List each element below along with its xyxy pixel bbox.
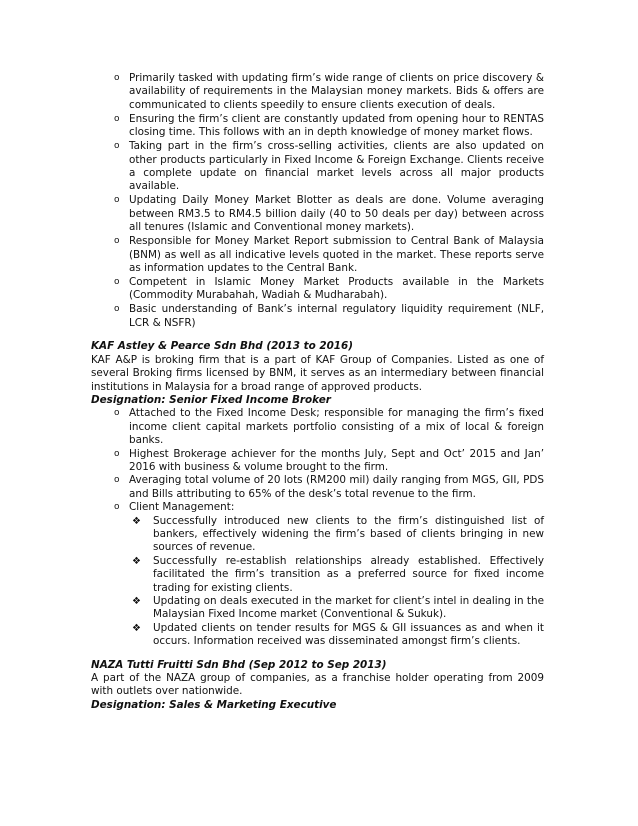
circle-bullet-icon: o (114, 475, 120, 486)
kaf-section-title: KAF Astley & Pearce Sdn Bhd (2013 to 2016) (91, 340, 354, 353)
list-item-text: Taking part in the firm’s cross-selling activities, clients are also updated on other products particularly in Fixed Income & Foreign Exchange. Clients receive a complete update on financial market levels across all major products available. (129, 140, 544, 193)
circle-bullet-icon: o (114, 277, 120, 288)
client-management-list (129, 515, 544, 649)
list-item (91, 72, 544, 112)
list-item-text: Updated clients on tender results for MGS & GII issuances as and when it occurs. Information received was disseminated amongst firm’s clients. (153, 621, 544, 648)
diamond-bullet-icon: ❖ (132, 596, 141, 607)
list-item-text: Successfully introduced new clients to the firm’s distinguished list of bankers, effectively widening the firm’s based of clients bringing in new sources of revenue. (153, 514, 544, 554)
list-item (91, 140, 544, 194)
kaf-designation: Designation: Senior Fixed Income Broker (91, 393, 331, 406)
list-item-text: Updating Daily Money Market Blotter as deals are done. Volume averaging between RM3.5 to RM4.5 billion daily (40 to 50 deals per day) between across all tenures (Islamic and Conventional money markets). (129, 194, 544, 234)
list-item-text: Primarily tasked with updating firm’s wide range of clients on price discovery & availability of requirements in the Malaysian money markets. Bids & offers are communicated to clients speedily to ensure clients execution of deals. (129, 72, 544, 111)
list-item-text: Ensuring the firm’s client are constantly updated from opening hour to RENTAS closing time. This follows with an in depth knowledge of money market flows. (129, 112, 544, 139)
list-item (91, 276, 544, 303)
list-item (129, 622, 544, 649)
list-item (91, 235, 544, 275)
naza-designation: Designation: Sales & Marketing Executive (91, 698, 337, 711)
circle-bullet-icon: o (114, 73, 120, 83)
diamond-bullet-icon: ❖ (132, 555, 141, 567)
list-item-text: Competent in Islamic Money Market Products available in the Markets (Commodity Murabahah, Wadiah & Mudharabah). (129, 276, 544, 302)
circle-bullet-icon: o (114, 113, 120, 124)
list-item-text: Highest Brokerage achiever for the months July, Sept and Oct’ 2015 and Jan’ 2016 with business & volume brought to the firm. (129, 447, 544, 473)
kaf-description: KAF A&P is broking firm that is a part of KAF Group of Companies. Listed as one of several Broking firms licensed by BNM, it serves as an intermediary between financial institutions in Malaysia for a broad range of approved products. (91, 353, 544, 393)
list-item (91, 194, 544, 234)
list-item (129, 595, 544, 622)
list-item-text: Basic understanding of Bank’s internal regulatory liquidity requirement (NLF, LCR & NSFR) (129, 303, 544, 329)
list-item-text: Averaging total volume of 20 lots (RM200 mil) daily ranging from MGS, GII, PDS and Bills attributing to 65% of the desk’s total revenue to the firm. (129, 474, 544, 500)
diamond-bullet-icon: ❖ (132, 622, 141, 634)
resume-content (91, 72, 544, 712)
circle-bullet-icon: o (114, 195, 120, 206)
list-item (91, 407, 544, 447)
list-item-text: Client Management: (129, 501, 235, 514)
list-item (129, 515, 544, 555)
kaf-duties-list (91, 407, 544, 648)
diamond-bullet-icon: ❖ (132, 515, 141, 527)
list-item (129, 555, 544, 595)
naza-section-title: NAZA Tutti Fruitti Sdn Bhd (Sep 2012 to Sep 2013) (91, 658, 387, 671)
circle-bullet-icon: o (114, 236, 120, 247)
list-item (91, 303, 544, 330)
circle-bullet-icon: o (114, 448, 120, 459)
list-item (91, 448, 544, 475)
circle-bullet-icon: o (114, 408, 120, 419)
list-item (91, 113, 544, 140)
naza-description: A part of the NAZA group of companies, as a franchise holder operating from 2009 with outlets over nationwide. (91, 672, 544, 698)
money-market-duties-list (91, 72, 544, 330)
circle-bullet-icon: o (114, 502, 120, 513)
circle-bullet-icon: o (114, 141, 120, 152)
circle-bullet-icon: o (114, 304, 120, 315)
list-item (91, 501, 544, 648)
list-item-text: Updating on deals executed in the market for client’s intel in dealing in the Malaysian Fixed Income market (Conventional & Sukuk). (153, 595, 544, 621)
list-item-text: Responsible for Money Market Report submission to Central Bank of Malaysia (BNM) as well as all indicative levels quoted in the market. These reports serve as information updates to the Central Bank. (129, 235, 544, 275)
list-item-text: Attached to the Fixed Income Desk; responsible for managing the firm’s fixed income client capital markets portfolio consisting of a mix of local & foreign banks. (129, 407, 544, 447)
list-item-text: Successfully re-establish relationships already established. Effectively facilitated the firm’s transition as a preferred source for fixed income trading for existing clients. (153, 554, 544, 594)
list-item (91, 474, 544, 501)
